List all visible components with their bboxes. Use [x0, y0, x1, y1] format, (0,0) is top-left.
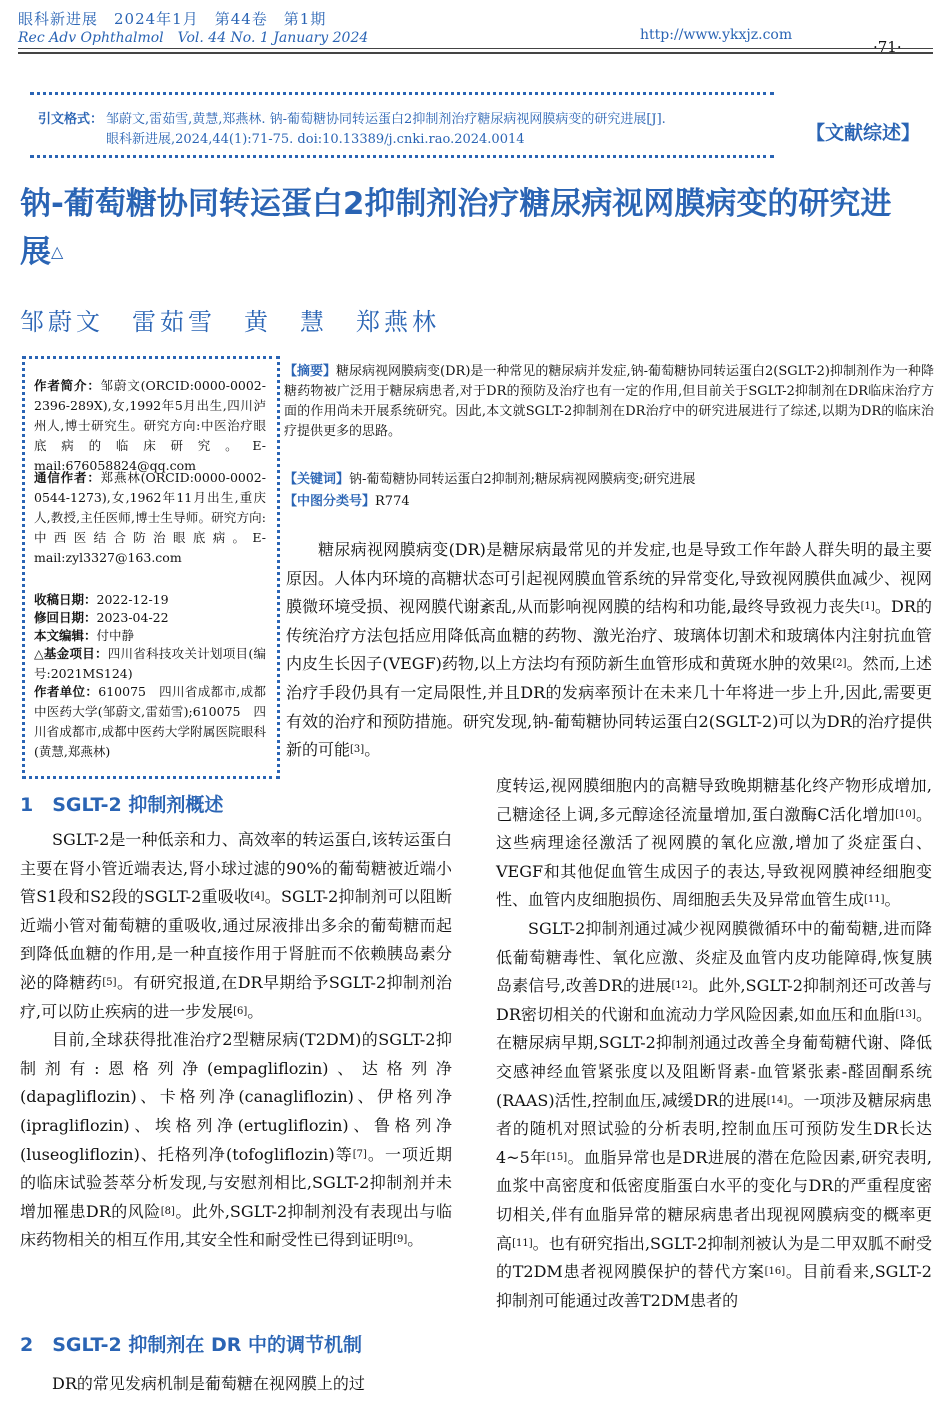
- page-number: ·71·: [873, 38, 902, 56]
- citation-label: 引文格式：: [38, 112, 104, 127]
- title-fund-mark: △: [51, 242, 64, 261]
- header-rule-thick: [18, 52, 933, 54]
- intro-paragraph: 糖尿病视网膜病变(DR)是糖尿病最常见的并发症,也是导致工作年龄人群失明的最主要原因。人体内环境的高糖状态可引起视网膜血管系统的异常变化,导致视网膜供血减少、视网膜微环境受损、视网膜代谢紊乱,从而影响视网膜的结构和功能,最终导致视力丧失[1]。DR的传统治疗方法包括应用降低高血糖的药物、激光治疗、玻璃体切割术和玻璃体内注射抗血管内皮生长因子(VEGF)药物,以上方法均有预防新生血管形成和黄斑水肿的效果[2]。然而,上述治疗手段仍具有一定局限性,并且DR的发病率预计在未来几十年将进一步上升,因此,需要更有效的治疗和预防措施。研究发现,钠-葡萄糖协同转运蛋白2(SGLT-2)可以为DR的治疗提供新的可能[3]。: [286, 540, 932, 760]
- corresponding-author: 通信作者：郑燕林(ORCID:0000-0002-0544-1273),女,1962年11月出生,重庆人,教授,主任医师,博士生导师。研究方向:中西医结合防治眼底病。E-mail:zyl3327@163.com: [34, 470, 266, 565]
- citation-line-2: 眼科新进展,2024,44(1):71-75. doi:10.13389/j.cnki.rao.2024.0014: [106, 132, 525, 147]
- received-date: 收稿日期：2022-12-19: [34, 592, 169, 607]
- clc-number: 【中图分类号】R774: [284, 494, 410, 509]
- section-2-body: DR的常见发病机制是葡萄糖在视网膜上的过: [52, 1374, 365, 1393]
- fund-project: △基金项目：四川省科技攻关计划项目(编号:2021MS124): [34, 646, 266, 681]
- abstract: 【摘要】糖尿病视网膜病变(DR)是一种常见的糖尿病并发症,钠-葡萄糖协同转运蛋白2(SGLT-2)抑制剂作为一种降糖药物被广泛用于糖尿病患者,对于DR的预防及治疗也有一定的作用,但目前关于SGLT-2抑制剂在DR临床治疗方面的作用尚未开展系统研究。因此,本文就SGLT-2抑制剂在DR治疗中的研究进展进行了综述,以期为DR的临床治疗提供更多的思路。: [284, 364, 934, 439]
- author-list: 邹蔚文 雷茹雪 黄 慧 郑燕林: [20, 308, 440, 336]
- section-1-heading: 1 SGLT-2 抑制剂概述: [20, 794, 224, 816]
- article-title: [20, 180, 920, 276]
- revised-date: 修回日期：2023-04-22: [34, 610, 169, 625]
- editor: 本文编辑：付中静: [34, 628, 135, 643]
- right-column-body: 度转运,视网膜细胞内的高糖导致晚期糖基化终产物形成增加,己糖途径上调,多元醇途径流量增加,蛋白激酶C活化增加[10]。这些病理途径激活了视网膜的氧化应激,增加了炎症蛋白、VEGF和其他促血管生成因子的表达,导致视网膜神经细胞变性、血管内皮细胞损伤、周细胞丢失及异常血管生成[11]。 SGLT-2抑制剂通过减少视网膜微循环中的葡萄糖,进而降低葡萄糖毒性、氧化应激、炎症及血管内皮功能障碍,恢复胰岛素信号,改善DR的进展[12]。此外,SGLT-2抑制剂还可改善与DR密切相关的代谢和血流动力学风险因素,如血压和血脂[13]。在糖尿病早期,SGLT-2抑制剂通过改善全身葡萄糖代谢、降低交感神经血管紧张度以及阻断肾素-血管紧张素-醛固酮系统(RAAS)活性,控制血压,减缓DR的进展[14]。一项涉及糖尿病患者的随机对照试验的分析表明,控制血压可预防发生DR长达4~5年[15]。血脂异常也是DR进展的潜在危险因素,研究表明,血浆中高密度和低密度脂蛋白水平的变化与DR的严重程度密切相关,伴有血脂异常的糖尿病患者出现视网膜病变的概率更高[11]。也有研究指出,SGLT-2抑制剂被认为是二甲双胍不耐受的T2DM患者视网膜保护的替代方案[16]。目前看来,SGLT-2抑制剂可能通过改善T2DM患者的: [496, 776, 932, 1310]
- journal-header-en: Rec Adv Ophthalmol Vol. 44 No. 1 January 2024: [18, 30, 369, 46]
- journal-url: http://www.ykxjz.com: [640, 27, 793, 43]
- author-intro: 作者简介：邹蔚文(ORCID:0000-0002-2396-289X),女,1992年5月出生,四川泸州人,博士研究生。研究方向:中医治疗眼底病的临床研究。E-mail:676058824@qq.com: [34, 378, 266, 473]
- journal-header-cn: 眼科新进展 2024年1月 第44卷 第1期: [18, 10, 327, 28]
- keywords: 【关键词】钠-葡萄糖协同转运蛋白2抑制剂;糖尿病视网膜病变;研究进展: [284, 472, 696, 487]
- section-2-heading: 2 SGLT-2 抑制剂在 DR 中的调节机制: [20, 1334, 362, 1356]
- title-text: 钠-葡萄糖协同转运蛋白2抑制剂治疗糖尿病视网膜病变的研究进展: [20, 186, 892, 270]
- affiliation: 作者单位：610075 四川省成都市,成都中医药大学(邹蔚文,雷茹雪);610075 四川省成都市,成都中医药大学附属医院眼科(黄慧,郑燕林): [34, 684, 266, 759]
- header-rule: [18, 48, 933, 49]
- article-type-tag: 【文献综述】: [806, 122, 921, 144]
- citation-line-1: 邹蔚文,雷茹雪,黄慧,郑燕林. 钠-葡萄糖协同转运蛋白2抑制剂治疗糖尿病视网膜病变的研究进展[J].: [106, 112, 666, 127]
- section-1-body: SGLT-2是一种低亲和力、高效率的转运蛋白,该转运蛋白主要在肾小管近端表达,肾小球过滤的90%的葡萄糖被近端小管S1段和S2段的SGLT-2重吸收[4]。SGLT-2抑制剂可以阻断近端小管对葡萄糖的重吸收,通过尿液排出多余的葡萄糖而起到降低血糖的作用,是一种直接作用于肾脏而不依赖胰岛素分泌的降糖药[5]。有研究报道,在DR早期给予SGLT-2抑制剂治疗,可以防止疾病的进一步发展[6]。 目前,全球获得批准治疗2型糖尿病(T2DM)的SGLT-2抑制剂有:恩格列净(empagliflozin)、达格列净(dapagliflozin)、卡格列净(canagliflozin)、伊格列净(ipragliflozin)、埃格列净(ertugliflozin)、鲁格列净(luseogliflozin)、托格列净(tofogliflozin)等[7]。一项近期的临床试验荟萃分析发现,与安慰剂相比,SGLT-2抑制剂并未增加罹患DR的风险[8]。此外,SGLT-2抑制剂没有表现出与临床药物相关的相互作用,其安全性和耐受性已得到证明[9]。: [20, 830, 452, 1250]
